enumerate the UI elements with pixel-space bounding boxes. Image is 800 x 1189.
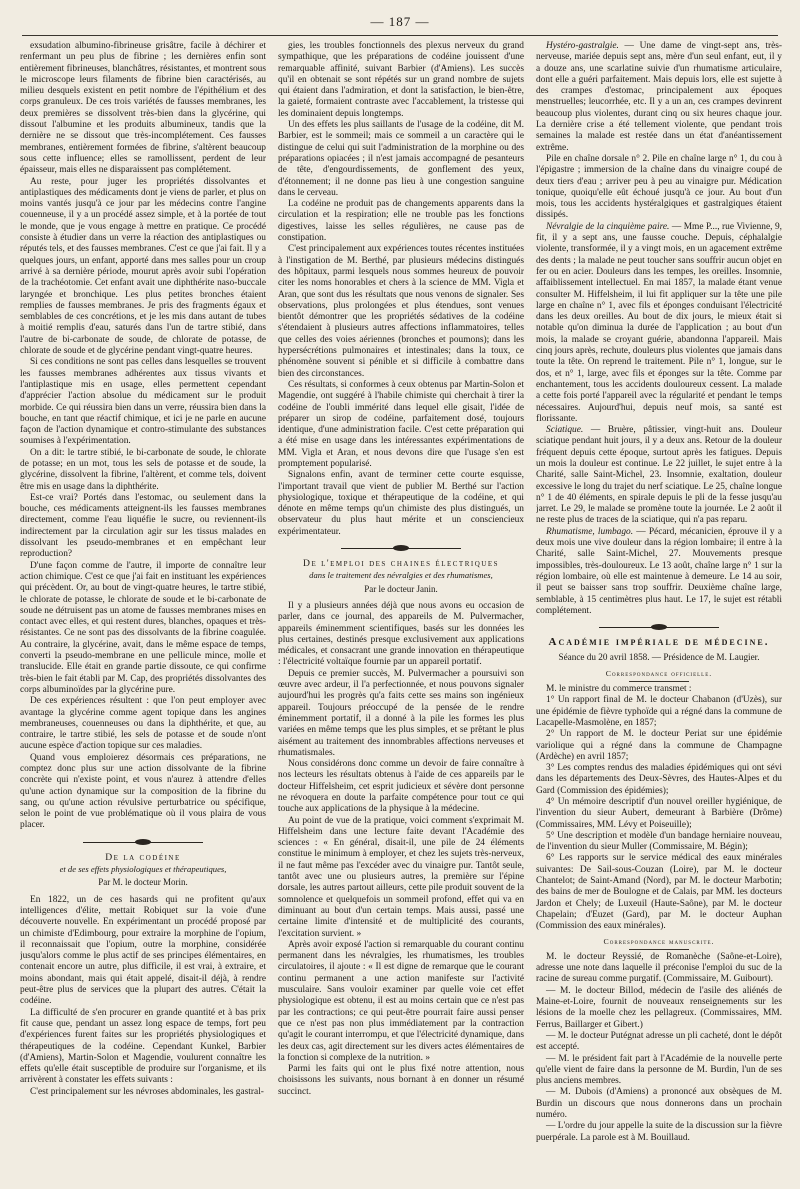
paragraph: Si ces conditions ne sont pas celles dans lesquelles se trouvent les fausses membranes adhérentes aux tissus vivants et l'antiplastique mis en usage, elles permettent cependant d'apprécier l'action absolue du médicament sur le produit morbide. Ce qui réussira bien dans un verre, réussira bien dans la bouche, en tant que réactif chimique, et ici je ne parle en aucune façon de l'action dynamique et contro-stimulante des substances soumises à l'expérimentation. — [20, 357, 266, 447]
case-text: — Mme P..., rue Vivienne, 9, fit, il y a sept ans, une fausse couche. Depuis, céphalalgie violente, transformée, il y a vingt mois, en un agacement extrême des dents ; la malade ne peut toucher sans souffrir aucun objet en fer ou en acier. Douleurs dans les tempes, les oreilles. Insomnie, affaiblissement intellectuel. En mai 1857, la malade étant venue consulter M. Hiffelsheim, il lui fit appliquer sur la tête une pile large en chaîne n° 1, avec fils et éponges conduisant l'électricité dans les deux oreilles. Au bout de dix jours, le mieux était si notable qu'on diminua la durée de l'application ; au bout d'un mois, la malade se croyant guérie, abandonna l'appareil. Mais cinq jours après, rechute, douleurs plus violentes que jamais dans toute la tête. On reprend le traitement. Pile n° 1, longue, sur le dos, et n° 1, large, avec fils et éponges sur la tête. Comme par enchantement, tous les accidents douloureux cessent. La malade a cette fois porté l'appareil avec la régularité et pendant le temps nécessaires. Aujourd'hui, depuis neuf mois, sa santé est florissante. — [536, 221, 782, 424]
column-1 — [20, 41, 266, 1181]
article-title-chaines: De l'emploi des chaines électriques — [303, 558, 499, 570]
case-title: Hystéro-gastralgie. — [546, 41, 619, 51]
column-3 — [536, 41, 782, 1181]
corr-officielle-intro: M. le ministre du commerce transmet : — [546, 684, 692, 695]
case-paragraph — [536, 527, 782, 617]
section-ornament — [599, 624, 719, 632]
paragraph: Est-ce vrai? Portés dans l'estomac, ou seulement dans la bouche, ces médicaments atteignent-ils les fausses membranes directement, comme l'eau liquéfie le sucre, ou reviennent-ils indirectement par la circulation agir sur les tissus malades en dissolvant les pseudo-membranes et en empêchant leur reproduction? — [20, 492, 266, 560]
article-author-codeine: Par M. le docteur Morin. — [98, 877, 188, 888]
paragraph: Ces résultats, si conformes à ceux obtenus par Martin-Solon et Magendie, ont suggéré à l'habile chimiste qui cherchait à tirer la codéine de l'oubli immérité dans lequel elle gisait, l'idée de préparer un sirop de codéine, parfaitement dosé, toujours identique, d'une administration facile. C'est cette préparation qui a été mise en usage dans les intéressantes expérimentations de MM. Vigla et Aran, et nous devons dire que l'usage s'en est promptement popularisé. — [278, 379, 524, 469]
paragraph: La codéine ne produit pas de changements apparents dans la circulation et la respiration; elle ne trouble pas les fonctions digestives, laisse les selles régulières, ne cause pas de constipation. — [278, 199, 524, 244]
case-paragraph — [536, 154, 782, 222]
paragraph: Un des effets les plus saillants de l'usage de la codéine, dit M. Barbier, est le sommeil; mais ce sommeil a un caractère qui le distingue de celui qui suit l'administration de la morphine ou des préparations opiacées ; il n'est jamais accompagné de pesanteurs de tête, d'engourdissements, de gonflement des yeux, d'étonnement; il ne donne pas lieu à une congestion sanguine dans le cerveau. — [278, 120, 524, 198]
case-text: — Une dame de vingt-sept ans, très-nerveuse, mariée depuis sept ans, mère d'un seul enfant, eut, il y a douze ans, une scarlatine suivie d'un rhumatisme articulaire, dont elle a guéri parfaitement. Mais depuis lors, elle est sujette à des crampes d'estomac, principalement aux époques menstruelles; leucorrhée, etc. Il y a un an, ces crampes devinrent beaucoup plus violentes, durant cinq ou six heures chaque jour. La dernière crise a été tellement violente, que pendant trois semaines la malade est restée dans un état d'anéantissement extrême. — [536, 41, 782, 153]
paragraph: Depuis ce premier succès, M. Pulvermacher a poursuivi son œuvre avec ardeur, il l'a perfectionnée, et nous pouvons signaler aujourd'hui les progrès qu'a faits cette ses mains son ingénieux appareil. Toujours préoccupé de la pensée de le rendre éminemment portatif, il a donné à la pile les formes les plus variées en même temps que les plus simples, et se prêtant le plus aisément au traitement des innombrables affections nerveuses et rhumatismales. — [278, 668, 524, 758]
paragraph: De ces expériences résultent : que l'on peut employer avec avantage la glycérine comme agent topique dans les angines membraneuses, couenneuses ou dans la diphthérite, et que, au contraire, le tartre stibié, les sels de potasse et de soude n'ont aucune espèce d'action topique sur ces maladies. — [20, 696, 266, 752]
paragraph: C'est principalement aux expériences toutes récentes instituées à l'instigation de M. Berthé, par plusieurs médecins distingués des hôpitaux, parmi lesquels nous sommes heureux de pouvoir citer les noms honorables et chers à la science de MM. Vigla et Aran, que sont dus les résultats que nous venons de signaler. Ses observations, plus prolongées et plus étendues, sont venues bientôt démontrer que les propriétés sédatives de la codéine s'étendaient à plusieurs autres affections inflammatoires, telles que celles des voies aériennes (bronches et poumons); dans les hypersécrétions pulmonaires et intestinales; dans la toux, ce phénomène souvent si pénible et si difficile à combattre dans bien des circonstances. — [278, 244, 524, 379]
column-2 — [278, 41, 524, 1181]
correspondence-item: — M. le docteur Billod, médecin de l'asile des aliénés de Maine-et-Loire, fournit de nouveaux renseignements sur les lésions de la moelle chez les pellagreux. (Commissaires, MM. Ferrus, Baillarger et Gibert.) — [536, 985, 782, 1030]
correspondence-item: 1° Un rapport final de M. le docteur Chabanon (d'Uzès), sur une épidémie de fièvre typhoïde qui a régné dans la commune de Lacapelle-Masmolène, en 1857; — [536, 695, 782, 728]
paragraph: Au point de vue de la pratique, voici comment s'exprimait M. Hiffelsheim dans une lecture faite devant l'Académie des sciences : « En général, disait-il, une pile de 24 éléments constitue le minimum à employer, et chez les sujets très-nerveux, il ne faut même pas l'excéder avec du vinaigre pur. Tantôt seule, tantôt avec une ou plusieurs autres, la première sur l'épine dorsale, les autres partout ailleurs, cette pile produit souvent de la somnolence et quelquefois un sommeil profond, effet qui va en diminuant au bout d'un certain temps. Mais aussi, passé une certaine limite d'intensité et de multiplicité des courants, l'excitation survient. » — [278, 815, 524, 939]
case-text: — Bruère, pâtissier, vingt-huit ans. Douleur sciatique pendant huit jours, il y a deux ans. Retour de la douleur fréquent depuis cette époque, surtout après les fatigues. Depuis un mois la douleur est continue. Le 22 juillet, le sujet entre à la Charité, salle Saint-Michel, 23. Insomnie, exaltation, douleur excessive le long du trajet du nerf sciatique. Le 25, chaîne longue n° 1 de 40 éléments, en spirale depuis le pli de la fesse jusqu'au jarret. Le 29, le malade se promène toute la journée. Le 2 août il ne reste plus de traces de la sciatique, qui n'a pas reparu. — [536, 425, 782, 526]
article-author-chaines: Par le docteur Janin. — [364, 583, 438, 594]
correspondence-item: M. le docteur Reyssié, de Romanèche (Saône-et-Loire), adresse une note dans laquelle il préconise l'emploi du suc de la racine de sureau comme purgatif. (Commissaire, M. Guibourt). — [536, 951, 782, 985]
section-ornament — [341, 545, 461, 553]
section-ornament — [83, 839, 203, 847]
paragraph: La difficulté de s'en procurer en grande quantité et à bas prix fit cause que, pendant un assez long espace de temps, fort peu d'expériences furent faites sur les propriétés physiologiques et thérapeutiques de la codéine. Cependant Kunkel, Barbier (d'Amiens), Martin-Solon et Magendie, voulurent connaître les effets qu'elle était susceptible de produire sur l'organisme, et ils arrivèrent à constater les effets suivants : — [20, 1007, 266, 1086]
correspondence-item: — M. le docteur Putégnat adresse un pli cacheté, dont le dépôt est accepté. — [536, 1030, 782, 1053]
case-paragraph — [536, 41, 782, 154]
paragraph: Parmi les faits qui ont le plus fixé notre attention, nous choisissons les suivants, nous bornant à en donner un résumé succinct. — [278, 1064, 524, 1097]
paragraph: D'une façon comme de l'autre, il importe de connaître leur action chimique. C'est ce que j'ai fait en instituant les expériences qui précèdent. Or, au bout de vingt-quatre heures, le tartre stibié, le chlorate de potasse, le chlorate de soude et le bi-carbonate de soude ne détruisent pas un atome de fausses membranes mises en contact avec elles, et qui restent dures, blanches, opaques et très-résistantes. Ce ne sont pas des dissolvants de la fibrine coagulée. Au contraire, la glycérine, avait, dans le même espace de temps, converti la pseudo-membrane en une pellicule mince, molle et translucide. Elle était en grande partie dissoute, ce qui confirme très-bien le fait établi par M. Cap, des propriétés dissolvantes des corps albuminoïdes par la glycérine pure. — [20, 560, 266, 695]
correspondence-item: 4° Un mémoire descriptif d'un nouvel oreiller hygiénique, de l'invention du sieur Aubert, demeurant à Barbière (Drôme) (Commissaires, MM. Lévy et Poiseuille); — [536, 797, 782, 830]
correspondence-item: — M. Dubois (d'Amiens) a prononcé aux obsèques de M. Burdin un discours que nous donnerons dans un prochain numéro. — [536, 1087, 782, 1121]
article-title-codeine: De la codéine — [105, 851, 181, 863]
page-number: — 187 — — [370, 14, 430, 29]
case-title: Sciatique. — [546, 425, 584, 436]
paragraph: exsudation albumino-fibrineuse grisâtre, facile à déchirer et renfermant un peu plus de fibrine ; les dernières enfin sont entièrement fibrineuses, blanchâtres, résistantes, et montrent sous le microscope leurs filaments de fibrine bien caractérisés, au milieu desquels existent en petit nombre de l'épithélium et des corps granuleux. De ces trois variétés de fausses membranes, les deux premières se dissolvent très-bien dans la glycérine, qui dissout l'albumine et les produits albumineux, tandis que la dernière ne se dissout que très-incomplétement. Ces fausses membranes, entièrement formées de fibrine, s'altèrent beaucoup sous cette influence; elles se ramollissent, perdent de leur épaisseur, mais elles ne disparaissent pas complétement. — [20, 41, 266, 176]
correspondence-item: 3° Les comptes rendus des maladies épidémiques qui ont sévi dans les départements des Deux-Sèvres, des Hautes-Alpes et du Gard (Commission des épidémies); — [536, 763, 782, 796]
article-subtitle-chaines: dans le traitement des névralgies et des rhumatismes, — [309, 570, 493, 581]
case-text: Pile en chaîne dorsale n° 2. Pile en chaîne large n° 1, du cou à l'épigastre ; immersion de la chaîne dans du vinaigre coupé de deux tiers d'eau ; arriver peu à peu au vinaigre pur. Médication tonique, quoiqu'elle eût échoué jusqu'à ce jour. Au bout d'un mois, tous les accidents hystéralgiques et gastralgiques étaient dissipés. — [536, 153, 782, 221]
paragraph: Signalons enfin, avant de terminer cette courte esquisse, l'important travail que vient de publier M. Berthé sur l'action physiologique, toxique et thérapeutique de la codéine, et qui dénote en même temps qu'un chimiste des plus distingués, un observateur du plus haut mérite et un consciencieux expérimentateur. — [278, 470, 524, 537]
case-title: Rhumatisme, lumbago. — [546, 526, 634, 537]
paragraph: Nous considérons donc comme un devoir de faire connaître à nos lecteurs les résultats obtenus à l'aide de ces appareils par le docteur Hiffelsheim, cet esprit judicieux et sévère dont personne ne révoquera en doute la parfaite compétence pour tout ce qui touche aux applications de la physique à la médecine. — [278, 759, 524, 815]
case-title: Névralgie de la cinquième paire. — [546, 221, 670, 232]
paragraph: En 1822, un de ces hasards qui ne profitent qu'aux intelligences d'élite, mettait Robiquet sur la voie d'une découverte nouvelle. En expérimentant un procédé proposé par un chimiste d'Edimbourg, pour extraire la morphine de l'opium, il reconnaissait que l'opium, outre la morphine, considérée jusqu'alors comme le plus actif de ses principes élémentaires, en contenait encore un autre, plus difficile, il est vrai, à extraire, et moins abondant, mais qui était appelé, disait-il déjà, à rendre peut-être plus de services que la plupart des autres. C'était la codéine. — [20, 894, 266, 1007]
case-paragraph — [536, 222, 782, 425]
header-rule — [22, 35, 778, 36]
corr-officielle-title: Correspondance officielle. — [536, 668, 782, 682]
correspondence-item: 5° Une description et modèle d'un bandage herniaire nouveau, de l'invention du sieur Muller (Commissaire, M. Bégin); — [536, 830, 782, 853]
academy-title: Académie impériale de médecine. — [548, 636, 770, 649]
paragraph: C'est principalement sur les névroses abdominales, les gastral- — [30, 1086, 264, 1097]
correspondence-item: — L'ordre du jour appelle la suite de la discussion sur la fièvre puerpérale. La parole est à M. Bouillaud. — [536, 1121, 782, 1143]
paragraph: Il y a plusieurs années déjà que nous avons eu occasion de parler, dans ce journal, des appareils de M. Pulvermacher, appareils éminemment scientifiques, basés sur les données les plus certaines, destinés presque exclusivement aux applications médicales, et consacrant une grande innovation en thérapeutique : l'électricité voltaïque fournie par un appareil portatif. — [278, 600, 524, 668]
correspondence-item: 2° Un rapport de M. le docteur Periat sur une épidémie variolique qui a régné dans la commune de Champagne (Ardèche) en avril 1857; — [536, 729, 782, 762]
correspondence-item: 6° Les rapports sur le service médical des eaux minérales suivantes: De Sail-sous-Couzan (Loire), par M. le docteur Chantelot; de Saint-Amand (Nord), par M. le docteur Marbotin; des bains de mer de Boulogne et de Calais, par MM. les docteurs Jardon et Chely; de Luxeuil (Haute-Saône), par M. le docteur Chapelain; d'Euzet (Gard), par M. le docteur Auphan (Commission des eaux minérales). — [536, 853, 782, 932]
case-paragraph — [536, 425, 782, 527]
paragraph: Après avoir exposé l'action si remarquable du courant continu permanent dans les névralgies, les rhumatismes, les troubles circulatoires, il ajoute : « Il est digne de remarque que le courant continu permanent a une action manifeste sur l'activité musculaire. Sans vouloir examiner par quelle voie cet effet physiologique est obtenu, il est au moins certain que ce n'est pas par les contractions; ce qui peut-être pourrait faire aussi penser que ce n'est pas non plus immédiatement par la contraction qu'agit le courant interrompu, et que l'électricité dynamique, dans les deux cas, agit directement sur les divers actes élémentaires de la fonction si complexe de la nutrition. » — [278, 939, 524, 1063]
correspondence-item: — M. le président fait part à l'Académie de la nouvelle perte qu'elle vient de faire dans la personne de M. Burdin, l'un de ses plus anciens membres. — [536, 1053, 782, 1087]
paragraph: On a dit: le tartre stibié, le bi-carbonate de soude, le chlorate de potasse; en un mot, tous les sels de potasse et de soude, la glycérine, dissolvent la fibrine, l'altèrent, et comme tels, doivent être mis en usage dans la diphthérite. — [20, 447, 266, 492]
paragraph: gies, les troubles fonctionnels des plexus nerveux du grand sympathique, que les préparations de codéine jouissent d'une remarquable affinité, suivant Barbier (d'Amiens). Les succès qu'il en obtenait se sont répétés sur un grand nombre de sujets qui étaient dans l'admiration, et dont la satisfaction, le bien-être, la gaieté, formaient contraste avec l'accablement, la tristesse qui les dominaient depuis longtemps. — [278, 41, 524, 119]
paragraph: Au reste, pour juger les propriétés dissolvantes et antiplastiques des médicaments dont je viens de parler, et plus on moins vantés jusqu'à ce jour par les médecins contre l'angine couenneuse, il y a un procédé assez simple, et à la portée de tout le monde, que je vous engage à mettre en pratique. Ce procédé consiste à étudier dans un verre la réaction des antiplastiques ou réputés tels, et des fausses membranes. C'est ce que j'ai fait. Il y a quelques jours, un enfant, apporté dans mes salles pour un croup arrivé à sa dernière période, mourut après avoir subi l'opération de la trachéotomie. Cet enfant avait une diphthérite naso-buccale laryngée et bronchique. Les plus petites bronches étaient remplies de fausses membranes. Je pris des fragments égaux et semblables de ces concrétions, et je les mis dans autant de tubes à moitié remplis d'eau, saturés dans l'un de tartre stibié, dans l'autre de bi-carbonate de soude, de chlorate de potasse, de chlorate de soude et de glycérine pendant vingt-quatre heures. — [20, 176, 266, 357]
seance-line: Séance du 20 avril 1858. — Présidence de M. Laugier. — [558, 652, 760, 663]
corr-manuscrite-title: Correspondance manuscrite. — [536, 936, 782, 950]
paragraph: Quand vous emploierez désormais ces préparations, ne comptez donc plus sur une action dissolvante de la fibrine concrète qui n'existe point, et vous n'aurez à attendre d'elles qu'une action dynamique sur la composition de la fibrine du sang, ou qu'une action révulsive perturbatrice ou spécifique, selon le point de vue problématique où il vous plaira de vous placer. — [20, 752, 266, 831]
article-subtitle-codeine: et de ses effets physiologiques et thérapeutiques, — [59, 864, 227, 875]
case-text: — Pécard, mécanicien, éprouve il y a deux mois une vive douleur dans la région lombaire; il entre à la Charité, salle Saint-Michel, 27. Mouvements presque impossibles, très-douloureux. Le 13 août, chaîne large n° 1 sur la région lombaire, où elle est maintenue à demeure. Le 14 au soir, il peut se baisser sans trop souffrir. Deuxième chaîne large, semblable, à 15 centimètres plus haut. Le 17, le sujet est rétabli complétement. — [536, 526, 782, 616]
